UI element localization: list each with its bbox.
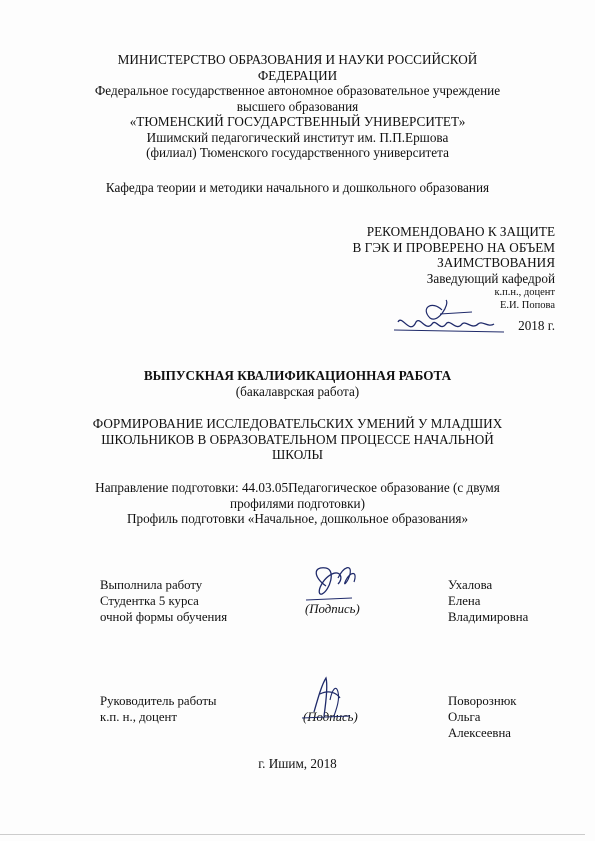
approval-line-3: ЗАИМСТВОВАНИЯ [437,255,555,270]
university-name: «ТЮМЕНСКИЙ ГОСУДАРСТВЕННЫЙ УНИВЕРСИТЕТ» [129,114,466,129]
supervisor-signature-image [296,672,356,724]
department-block [60,180,535,196]
student-signature-label: (Подпись) [305,602,360,616]
direction-block [55,480,540,527]
student-signature-image [296,560,366,612]
header-block [70,52,525,161]
supervisor-first-name: Ольга [448,710,481,724]
city-year: г. Ишим, 2018 [258,756,337,771]
scan-edge-line [0,834,585,835]
footer-block [70,756,525,772]
ministry-line-1: МИНИСТЕРСТВО ОБРАЗОВАНИЯ И НАУКИ РОССИЙСКОЙ [117,52,478,67]
title-block [70,368,525,399]
approval-role: Заведующий кафедрой [426,270,555,286]
supervisor-patronymic: Алексеевна [448,726,511,740]
ministry-line-2: ФЕДЕРАЦИИ [257,67,338,83]
student-label-3: очной формы обучения [100,610,228,624]
topic-block [70,416,525,463]
student-label-1: Выполнила работу [100,578,203,592]
approval-year: 2018 г. [518,318,555,333]
work-subtype: (бакалаврская работа) [235,383,360,399]
supervisor-signature-label: (Подпись) [303,710,358,724]
topic-line-2: ШКОЛЬНИКОВ В ОБРАЗОВАТЕЛЬНОМ ПРОЦЕССЕ НАЧАЛЬНОЙ [101,431,494,447]
approval-name: Е.И. Попова [499,300,555,311]
student-surname: Ухалова [448,578,493,592]
institute-line-1: Ишимский педагогический институт им. П.П.Ершова [146,129,449,145]
supervisor-label-2: к.п. н., доцент [100,710,177,724]
department-name: Кафедра теории и методики начального и дошкольного образования [105,180,490,195]
profile-line: Профиль подготовки «Начальное, дошкольное образования» [126,511,469,526]
supervisor-surname: Поворознюк [448,694,517,708]
work-type: ВЫПУСКНАЯ КВАЛИФИКАЦИОННАЯ РАБОТА [143,368,452,383]
direction-line-2: профилями подготовки) [230,495,365,511]
approval-degree: к.п.н., доцент [494,287,555,298]
student-label-2: Студентка 5 курса [100,594,199,608]
approval-line-1: РЕКОМЕНДОВАНО К ЗАЩИТЕ [366,224,555,239]
institution-line-2: высшего образования [236,98,359,114]
student-first-name: Елена [448,594,481,608]
student-patronymic: Владимировна [448,610,529,624]
topic-line-1: ФОРМИРОВАНИЕ ИССЛЕДОВАТЕЛЬСКИХ УМЕНИЙ У МЛАДШИХ [92,416,503,431]
topic-line-3: ШКОЛЫ [271,447,324,462]
supervisor-label-1: Руководитель работы [100,694,217,708]
head-signature-image [380,296,520,338]
direction-line-1: Направление подготовки: 44.03.05Педагогическое образование (с двумя [95,480,500,495]
approval-line-2: В ГЭК И ПРОВЕРЕНО НА ОБЪЕМ [352,239,555,255]
institute-line-2: (филиал) Тюменского государственного университета [146,145,449,160]
institution-line-1: Федеральное государственное автономное образовательное учреждение [94,83,501,98]
